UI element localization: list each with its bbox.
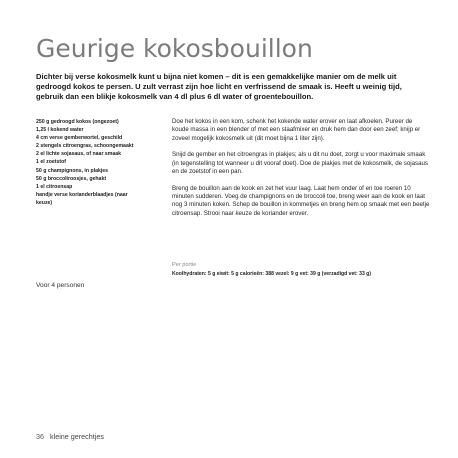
ingredient-item: handje verse korianderblaadjes (naar	[36, 191, 128, 198]
ingredient-list	[36, 118, 158, 207]
ingredient-item: 1 el zoetstof	[36, 159, 66, 166]
ingredient-item: 250 g gedroogd kokos (ongezoet)	[36, 119, 119, 125]
ingredient-item: 50 g broccoliroosjes, gehakt	[36, 175, 107, 182]
ingredient-item: 1,25 l kokend water	[36, 127, 84, 134]
method-step: Snijd de gember en het citroengras in plakjes; als u dit nu doet, zorgt u voor maximale smaak (in tegenstelling tot wanneer u dit vooraf doet). Doe de plakjes met de kokosmelk, de sojasaus en de zoetstof in een pan.	[172, 151, 429, 175]
page-number: 36	[36, 432, 44, 441]
method-steps	[172, 118, 430, 226]
ingredient-item: 50 g champignons, in plakjes	[36, 167, 109, 174]
ingredient-item: 1 el citroensap	[36, 183, 73, 190]
recipe-title: Geurige kokosbouillon	[36, 34, 313, 63]
chapter-title: kleine gerechtjes	[50, 432, 104, 441]
ingredient-item: keuze)	[36, 199, 53, 206]
servings-text: Voor 4 personen	[36, 282, 85, 289]
ingredient-item: 2 el lichte sojasaus, of naar smaak	[36, 151, 122, 158]
ingredient-item: 4 cm verse gemberwortel, geschild	[36, 135, 123, 142]
page-footer	[36, 432, 104, 441]
recipe-intro: Dichter bij verse kokosmelk kunt u bijna niet komen – dit is een gemakkelijke manier om de melk uit gedroogd kokos te persen. U zult verrast zijn hoe licht en verfrissend de smaak is. Heeft u weinig tijd, gebruik dan een blikje kokosmelk van 4 dl plus 6 dl water of groentebouillon.	[36, 72, 402, 101]
ingredient-item: 2 stengels citroengras, schoongemaakt	[36, 143, 134, 150]
method-step: Breng de bouillon aan de kook en zet het vuur laag. Laat hem onder of en toe roeren 10 minuten sudderen. Voeg de champignons en de broccoli toe, breng weer aan de kook en laat nog 3 minuten koken. Schep de bouillon in kommetjes en breng hem op smaak met een beetje citroensap. Strooi naar keuze de koriander erover.	[172, 184, 430, 217]
nutrition-label: Per portie	[172, 262, 197, 268]
nutrition-values: Koolhydraten: 5 g eiwit: 5 g calorieën: 388 vezel: 9 g vet: 39 g (verzadigd vet: 33 g)	[172, 271, 371, 277]
method-step: Doe het kokos in een kom, schenk het kokende water erover en laat afkoelen. Pureer de koude massa in een blender of met een staafmixer en druk hem dan door een zeef; knijp er zoveel mogelijk kokosmelk uit (dit moet bijna 1 liter zijn).	[172, 118, 421, 142]
